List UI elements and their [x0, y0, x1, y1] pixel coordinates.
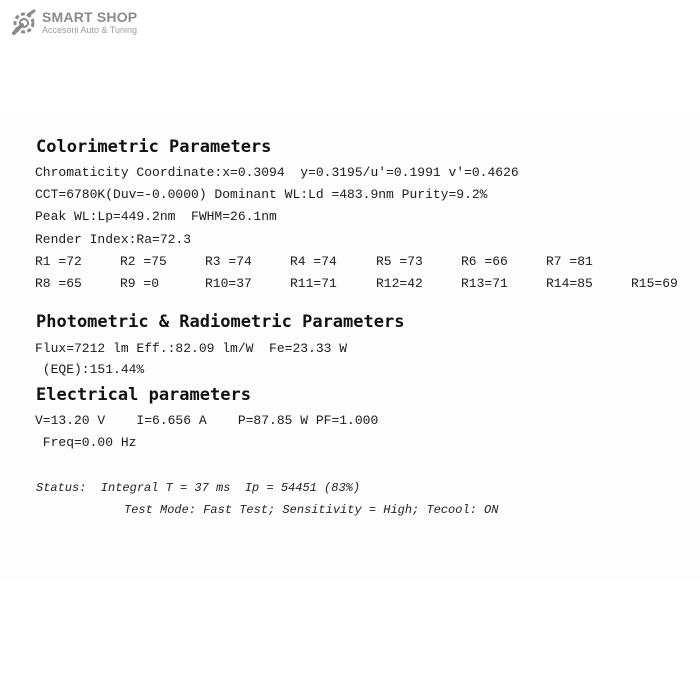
render-index-line: Render Index:Ra=72.3 [35, 232, 192, 247]
r-value: R9 =0 [120, 276, 160, 291]
electrical-heading: Electrical parameters [36, 385, 251, 405]
r-value: R14=85 [546, 276, 593, 291]
r-value: R8 =65 [35, 276, 82, 291]
frequency-line: Freq=0.00 Hz [35, 435, 137, 450]
test-mode-line: Test Mode: Fast Test; Sensitivity = High; Tecool: ON [124, 503, 499, 517]
r-value: R7 =81 [546, 254, 593, 269]
chromaticity-line: Chromaticity Coordinate:x=0.3094 y=0.3195/u'=0.1991 v'=0.4626 [35, 165, 519, 180]
r-value: R10=37 [205, 276, 252, 291]
r-value: R1 =72 [35, 254, 82, 269]
peak-wavelength-line: Peak WL:Lp=449.2nm FWHM=26.1nm [35, 209, 277, 224]
status-line: Status: Integral T = 37 ms Ip = 54451 (83%) [36, 481, 361, 495]
r-value: R12=42 [376, 276, 423, 291]
r-value: R13=71 [461, 276, 508, 291]
eqe-line: (EQE):151.44% [35, 362, 145, 377]
r-value: R2 =75 [120, 254, 167, 269]
brand-tagline: Accesorii Auto & Tuning [42, 25, 138, 35]
colorimetric-heading: Colorimetric Parameters [36, 137, 272, 157]
wrench-gear-icon [10, 9, 38, 37]
r-value: R4 =74 [290, 254, 337, 269]
electrical-values-line: V=13.20 V I=6.656 A P=87.85 W PF=1.000 [35, 413, 379, 428]
brand-logo [10, 9, 137, 37]
r-value: R5 =73 [376, 254, 423, 269]
r-value: R3 =74 [205, 254, 252, 269]
cct-line: CCT=6780K(Duv=-0.0000) Dominant WL:Ld =483.9nm Purity=9.2% [35, 187, 488, 202]
flux-line: Flux=7212 lm Eff.:82.09 lm/W Fe=23.33 W [35, 341, 348, 356]
r-value: R15=69 [631, 276, 678, 291]
r-value: R11=71 [290, 276, 337, 291]
r-value: R6 =66 [461, 254, 508, 269]
brand-name: SMART SHOP [42, 9, 138, 25]
photometric-heading: Photometric & Radiometric Parameters [36, 312, 405, 332]
